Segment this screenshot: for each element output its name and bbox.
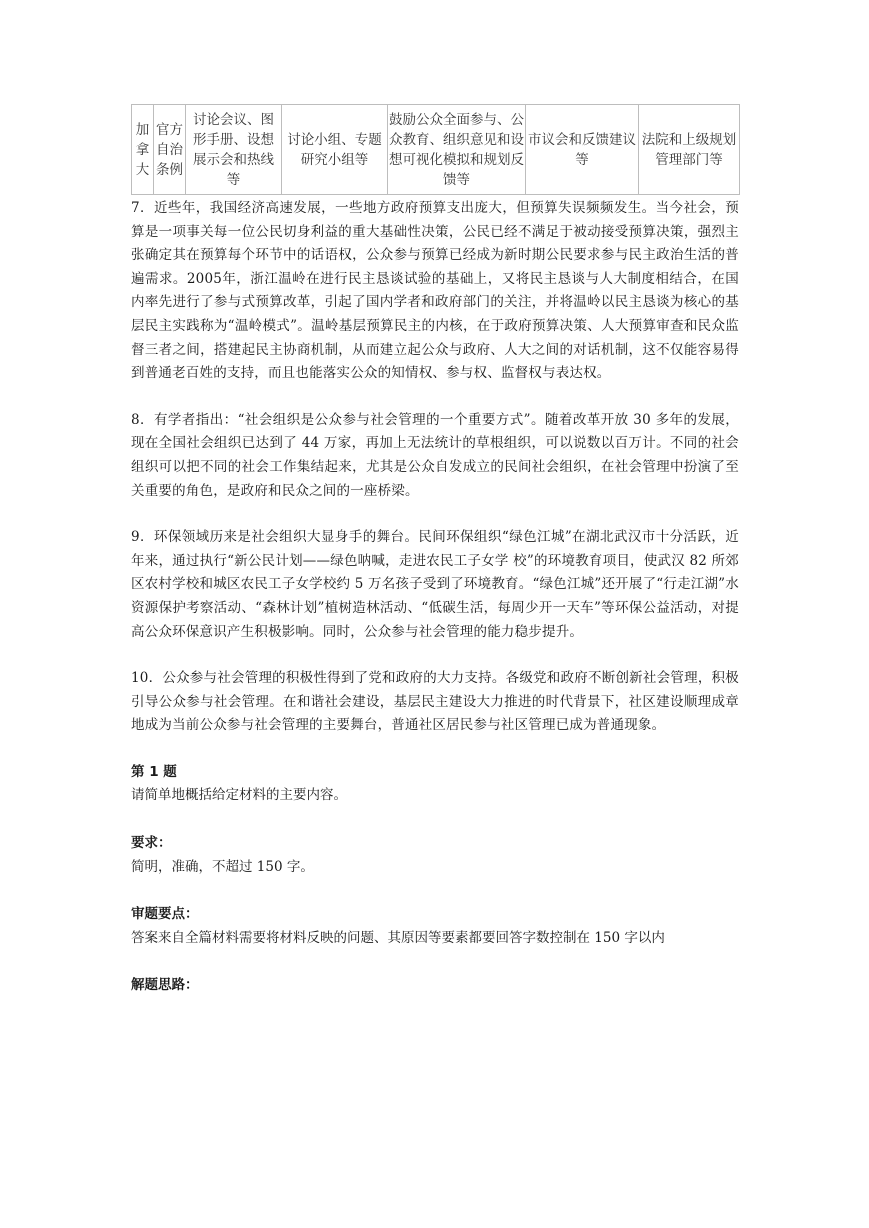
table-cell-organizations: 讨论小组、专题研究小组等 <box>282 105 388 195</box>
table-cell-feedback: 市议会和反馈建议等 <box>526 105 639 195</box>
solution-approach-heading: 解题思路： <box>131 977 199 994</box>
key-points-text: 答案来自全篇材料需要将材料反映的问题、其原因等要素都要回答字数控制在 150 字以内 <box>131 929 665 946</box>
table-row <box>132 105 740 195</box>
section-spacer <box>131 950 739 974</box>
material-paragraph-9: 9．环保领域历来是社会组织大显身手的舞台。民间环保组织“绿色江城”在湖北武汉市十分活跃，近年来，通过执行“新公民计划——绿色呐喊，走进农民工子女学 校”的环境教育项目，使武汉 82 所郊区农村学校和城区农民工子女学校约 5 万名孩子受到了环境教育。“绿色江城”还开展了“行走江湖”水资源保护考察活动、“森林计划”植树造林活动、“低碳生活，每周少开一天车”等环保公益活动，对提高公众环保意识产生积极影响。同时，公众参与社会管理的能力稳步提升。 <box>131 529 739 640</box>
requirements-text: 简明，准确，不超过 150 字。 <box>131 858 314 875</box>
paragraph-spacer <box>131 503 739 526</box>
paragraph-spacer <box>131 738 739 761</box>
requirements-heading: 要求： <box>131 835 172 852</box>
paragraph-spacer <box>131 644 739 667</box>
comparison-table <box>131 104 740 195</box>
question-prompt: 请简单地概括给定材料的主要内容。 <box>131 787 347 804</box>
document-page <box>131 104 739 998</box>
material-paragraph-7: 7．近些年，我国经济高速发展，一些地方政府预算支出庞大，但预算失误频频发生。当今社会，预算是一项事关每一位公民切身利益的重大基础性决策，公民已经不满足于被动接受预算决策，强烈主张确定其在预算每个环节中的话语权，公众参与预算已经成为新时期公民要求参与民主政治生活的普遍需求。2005年，浙江温岭在进行民主恳谈试验的基础上，又将民主恳谈与人大制度相结合，在国内率先进行了参与式预算改革，引起了国内学者和政府部门的关注，并将温岭以民主恳谈为核心的基层民主实践称为“温岭模式”。温岭基层预算民主的内核，在于政府预算决策、人大预算审查和民众监督三者之间，搭建起民主协商机制，从而建立起公众与政府、人大之间的对话机制，这不仅能容易得到普通老百姓的支持，而且也能落实公众的知情权、参与权、监督权与表达权。 <box>131 200 739 382</box>
question-title: 第 1 题 <box>131 763 177 780</box>
table-cell-forms: 讨论会议、图形手册、设想展示会和热线等 <box>186 105 282 195</box>
paragraph-spacer <box>131 386 739 409</box>
table-cell-legal-basis: 官方自治条例 <box>154 105 186 195</box>
key-points-heading: 审题要点： <box>131 906 199 923</box>
material-paragraph-10: 10．公众参与社会管理的积极性得到了党和政府的大力支持。各级党和政府不断创新社会管理，积极引导公众参与社会管理。在和谐社会建设，基层民主建设大力推进的时代背景下，社区建设顺理成章地成为当前公众参与社会管理的主要舞台，普通社区居民参与社区管理已成为普通现象。 <box>131 670 739 734</box>
material-paragraph-8: 8．有学者指出：“社会组织是公众参与社会管理的一个重要方式”。随着改革开放 30 多年的发展，现在全国社会组织已达到了 44 万家，再加上无法统计的草根组织，可以说数以百万计。不同的社会组织可以把不同的社会工作集结起来，尤其是公众自发成立的民间社会组织，在社会管理中扮演了至关重要的角色，是政府和民众之间的一座桥梁。 <box>131 411 739 499</box>
section-spacer <box>131 879 739 903</box>
section-spacer <box>131 808 739 832</box>
table-cell-country: 加拿大 <box>132 105 154 195</box>
table-cell-supervision: 法院和上级规划管理部门等 <box>639 105 740 195</box>
table-cell-methods: 鼓励公众全面参与、公众教育、组织意见和设想可视化模拟和规划反馈等 <box>388 105 526 195</box>
